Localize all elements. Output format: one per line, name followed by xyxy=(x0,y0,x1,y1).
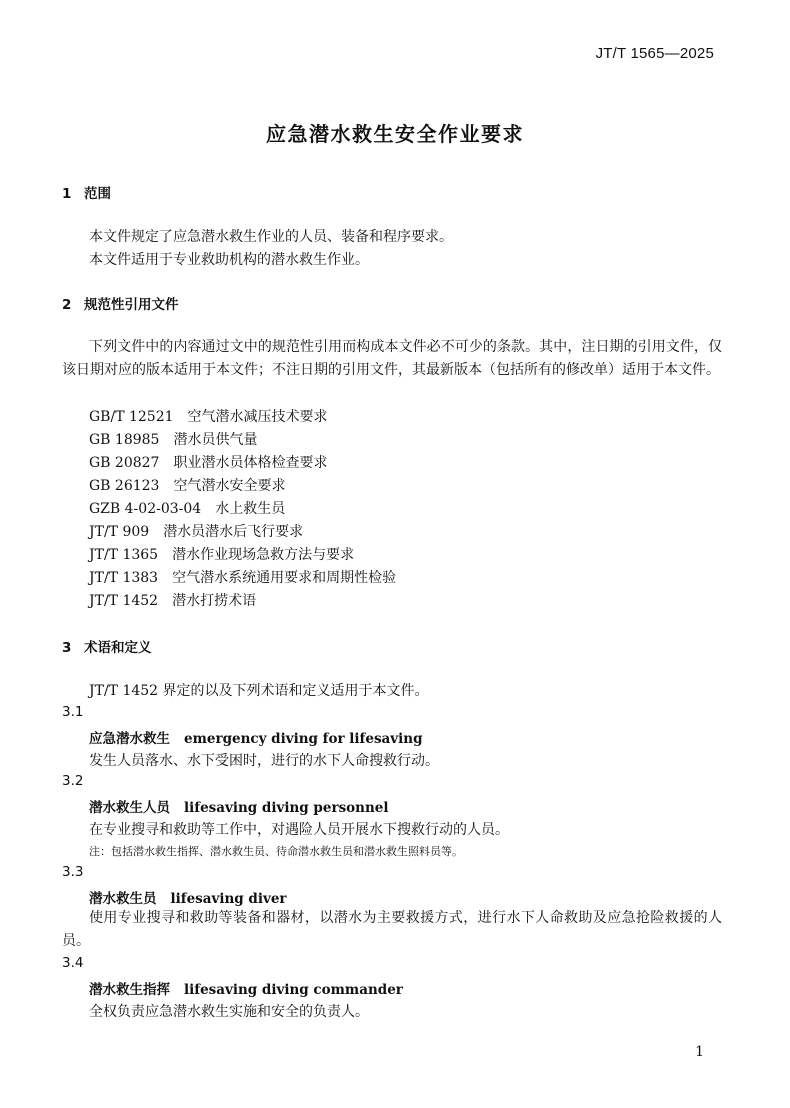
section-heading-scope: 1 范围 xyxy=(62,186,111,202)
document-title: 应急潜水救生安全作业要求 xyxy=(266,122,524,146)
term-heading: 应急潜水救生 emergency diving for lifesaving xyxy=(89,731,423,747)
reference-item: JT/T 909 潜水员潜水后飞行要求 xyxy=(89,524,304,540)
term-heading: 潜水救生员 lifesaving diver xyxy=(89,891,287,907)
terms-intro: JT/T 1452 界定的以及下列术语和定义适用于本文件。 xyxy=(89,683,429,699)
reference-item: GB 20827 职业潜水员体格检查要求 xyxy=(89,455,328,471)
reference-item: GB/T 12521 空气潜水减压技术要求 xyxy=(89,409,328,425)
reference-item: JT/T 1365 潜水作业现场急救方法与要求 xyxy=(89,547,355,563)
term-heading: 潜水救生人员 lifesaving diving personnel xyxy=(89,800,389,816)
reference-item: GZB 4-02-03-04 水上救生员 xyxy=(89,501,286,517)
standard-code: JT/T 1565—2025 xyxy=(595,45,714,62)
reference-item: JT/T 1383 空气潜水系统通用要求和周期性检验 xyxy=(89,570,397,586)
section-heading-normative-references: 2 规范性引用文件 xyxy=(62,297,179,313)
reference-item: JT/T 1452 潜水打捞术语 xyxy=(89,593,257,609)
term-number: 3.4 xyxy=(62,955,84,971)
term-number: 3.1 xyxy=(62,704,84,720)
term-number: 3.3 xyxy=(62,864,84,880)
reference-item: GB 26123 空气潜水安全要求 xyxy=(89,478,286,494)
term-definition: 在专业搜寻和救助等工作中，对遇险人员开展水下搜救行动的人员。 xyxy=(89,822,509,838)
scope-paragraph: 本文件规定了应急潜水救生作业的人员、装备和程序要求。 xyxy=(89,229,453,245)
term-number: 3.2 xyxy=(62,773,84,789)
term-definition: 全权负责应急潜水救生实施和安全的负责人。 xyxy=(89,1004,369,1020)
scope-paragraph: 本文件适用于专业救助机构的潜水救生作业。 xyxy=(89,252,369,268)
term-note: 注：包括潜水救生指挥、潜水救生员、待命潜水救生员和潜水救生照料员等。 xyxy=(89,845,463,858)
term-definition: 使用专业搜寻和救助等装备和器材，以潜水为主要救援方式，进行水下人命救助及应急抢险救援的人员。 xyxy=(62,910,722,949)
reference-item: GB 18985 潜水员供气量 xyxy=(89,432,258,448)
term-heading: 潜水救生指挥 lifesaving diving commander xyxy=(89,982,403,998)
section-heading-terms-definitions: 3 术语和定义 xyxy=(62,640,152,656)
term-definition: 发生人员落水、水下受困时，进行的水下人命搜救行动。 xyxy=(89,753,439,769)
page-number: 1 xyxy=(695,1044,704,1060)
references-intro: 下列文件中的内容通过文中的规范性引用而构成本文件必不可少的条款。其中，注日期的引用文件，仅该日期对应的版本适用于本文件；不注日期的引用文件，其最新版本（包括所有的修改单）适用于本文件。 xyxy=(62,339,722,378)
